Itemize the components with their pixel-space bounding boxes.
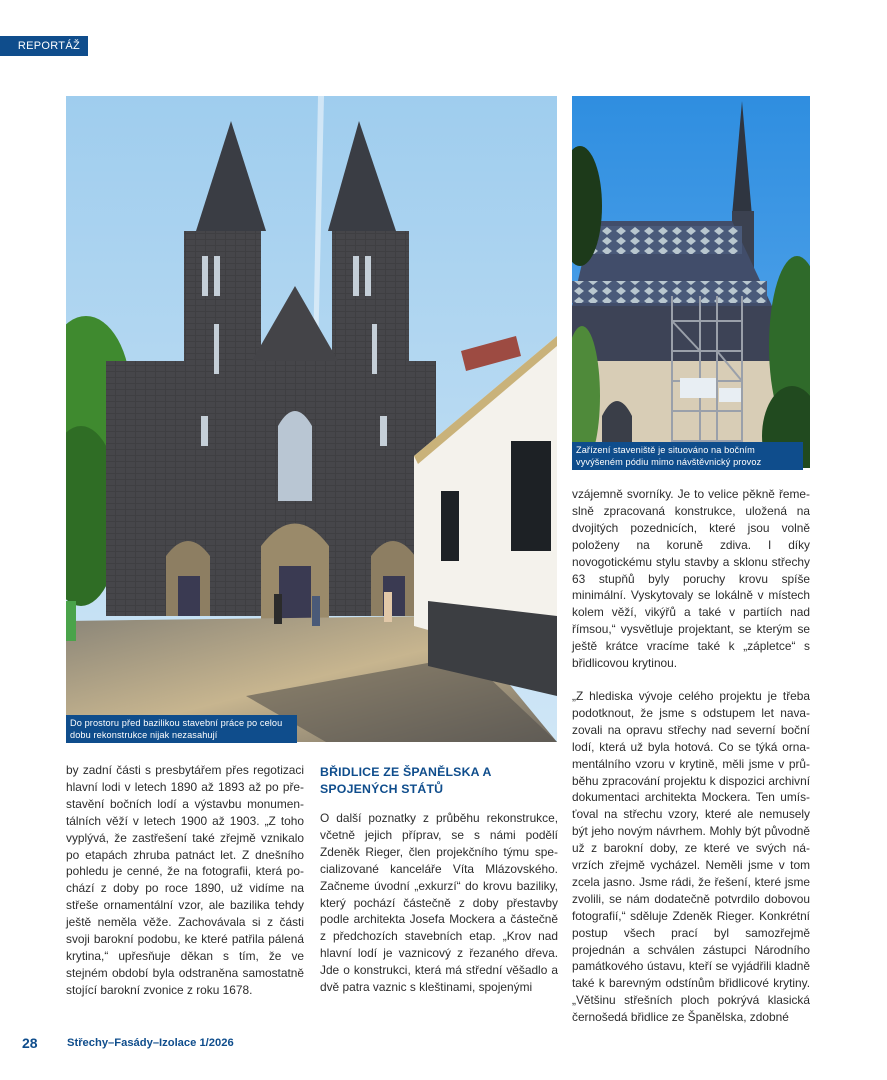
section-label: REPORTÁŽ (0, 36, 88, 56)
magazine-issue: Střechy–Fasády–Izolace 1/2026 (67, 1037, 234, 1049)
article-column-2 (320, 810, 558, 996)
column-3-paragraph-2: „Z hlediska vývoje celého projektu je třeba podotknout, že jsme s odstupem let navazovali na opravu střechy nad severní boční lodí, která už byla hotová. Co se týká ornamentálního vzoru v krytině, měli jsme v průběhu zpracování projektu k dispozici archivní dokumentaci architekta Mockera. Ten umísťoval na střechu vzory, které ale nemusely být jeho novým návrhem. Mohly být původně už z barokní doby, ze které ve svých návrzích zřejmě vycházel. Neměli jsme v tom zcela jasno. Jsme rádi, že řešení, které jsme zvolili, se nám dodatečně potvrdilo dobovou fotografií,“ sděluje Zdeněk Rieger. Konkrétní postup všech prací byl samozřejmě projednán a schválen zástupci Národního památkového ústavu, kteří se vyjádřili kladně také k barevným odstínům břidlicové krytiny. „Většinu střešních ploch pokrývá klasická černošedá břidlice ze Španělska, zdobné (572, 688, 810, 1025)
column-1-text: by zadní části s presbytářem přes regotizaci hlavní lodi v letech 1890 až 1893 až po přestavění bočních lodí a výstavbu monumentálních věží v letech 1900 až 1903. „Z toho vyplývá, že zastřešení také zřejmě vznikalo po etapách zhruba patnáct let. Z dnešního pohledu je cenné, že na fotografii, která pochází z doby po roce 1890, už vidíme na střeše ornamentální vzor, ale bazilika tehdy ještě neměla věže. Zachovávala si z části svoji barokní podobu, ke které patřila pálená krytina,“ upřesňuje děkan s tím, že ve stejném období byla odstraněna samostatně stojící barokní zvonice z roku 1678. (66, 763, 304, 997)
side-photo-caption: Zařízení staveniště je situováno na bočním vyvýšeném pódiu mimo návštěvnický provoz (572, 442, 803, 470)
main-photo-caption: Do prostoru před bazilikou stavební práce po celou dobu rekonstrukce nijak nezasahují (66, 715, 297, 743)
page-number: 28 (22, 1035, 38, 1051)
column-3-paragraph-1: vzájemně svorníky. Je to velice pěkně řemeslně zpracovaná konstrukce, uložená na dvojitých pozednicích, které jsou volně položeny na koruně zdiva. I díky novogotickému stylu stavby a sklonu střechy 63 stupňů byly poruchy krovu spíše minimální. Vyskytovaly se lokálně v místech kolem věží, vikýřů a také v partiích nad římsou,“ vysvětluje projektant, se kterým se ještě krátce vracíme také k „zápletce“ s břidlicovou krytinou. (572, 487, 810, 671)
basilica-facade-photo (66, 96, 557, 742)
article-column-3 (572, 486, 810, 1026)
column-2-text: O další poznatky z průběhu rekonstrukce, včetně jejich příprav, se s námi podělí Zdeněk Rieger, člen projekčního týmu specializované kanceláře Víta Mlázovského. Začneme úvodní „exkurzí“ do krovu baziliky, který pochází částečně z doby přestavby podle architekta Josefa Mockera a částečně z předchozích stavebních etap. „Krov nad hlavní lodí je vaznicový z řezaného dřeva. Jde o konstrukci, která má střední věšadlo a dvě patra vaznic s kleštinami, spojenými (320, 811, 558, 995)
slate-roof-scaffolding-photo (572, 96, 810, 468)
article-column-1 (66, 762, 304, 999)
section-subheading: BŘIDLICE ZE ŠPANĚLSKA A SPOJENÝCH STÁTŮ (320, 765, 492, 796)
